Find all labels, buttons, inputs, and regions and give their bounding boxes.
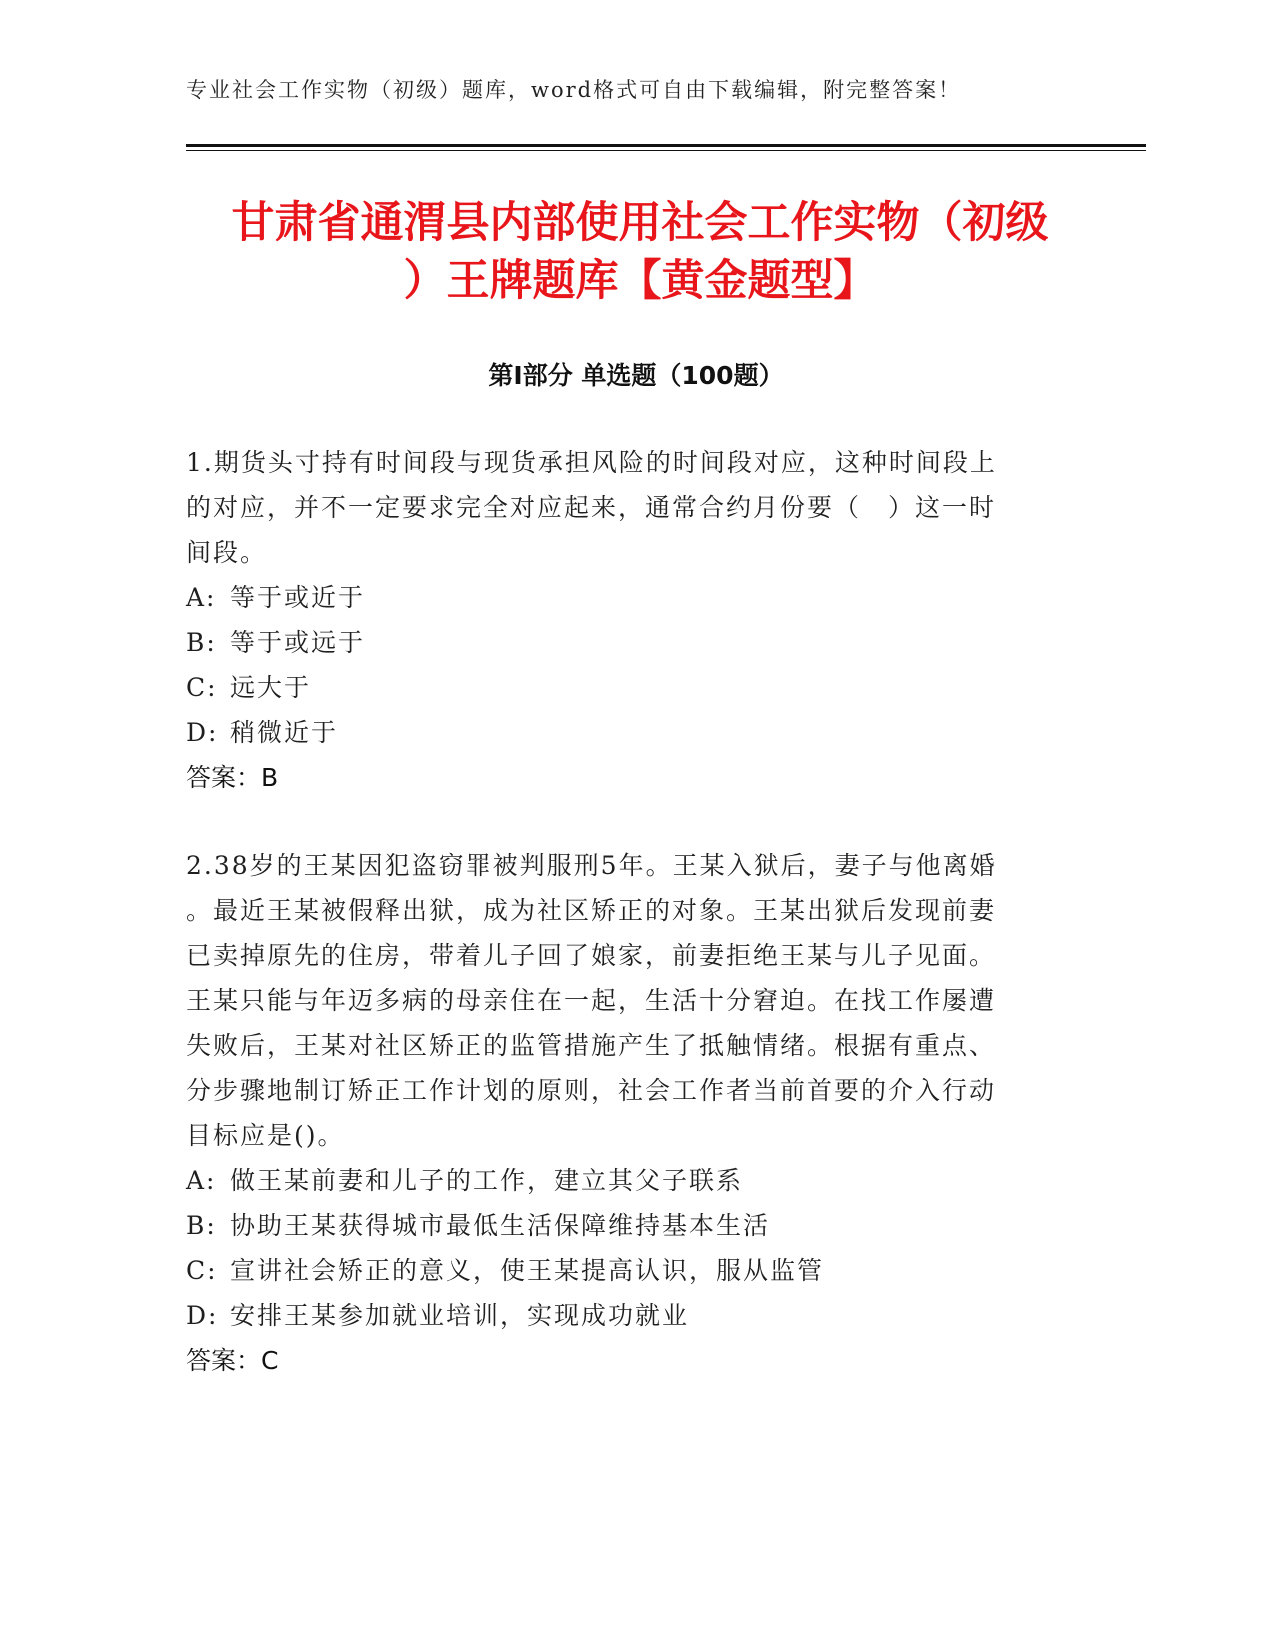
stem-line: 。最近王某被假释出狱，成为社区矫正的对象。王某出狱后发现前妻 bbox=[186, 896, 997, 925]
title-line-1: 甘肃省通渭县内部使用社会工作实物（初级 bbox=[231, 198, 1049, 248]
stem-line: 失败后，王某对社区矫正的监管措施产生了抵触情绪。根据有重点、 bbox=[186, 1031, 997, 1060]
option-a bbox=[186, 575, 1066, 620]
option-c bbox=[186, 1248, 1066, 1293]
option-key: B: bbox=[186, 628, 217, 657]
question-2 bbox=[186, 843, 1066, 1383]
option-list bbox=[186, 1158, 1066, 1338]
question-1 bbox=[186, 440, 1066, 800]
option-list bbox=[186, 575, 1066, 755]
stem-line: 王某只能与年迈多病的母亲住在一起，生活十分窘迫。在找工作屡遭 bbox=[186, 986, 997, 1015]
stem-line: 已卖掉原先的住房，带着儿子回了娘家，前妻拒绝王某与儿子见面。 bbox=[186, 941, 997, 970]
option-key: D: bbox=[186, 1301, 219, 1330]
document-title bbox=[180, 194, 1100, 310]
header-note: 专业社会工作实物（初级）题库，word格式可自由下载编辑，附完整答案！ bbox=[186, 78, 962, 102]
option-text: 远大于 bbox=[230, 673, 312, 702]
stem-line: 的对应，并不一定要求完全对应起来，通常合约月份要（ ）这一时 bbox=[186, 493, 997, 522]
option-text: 安排王某参加就业培训，实现成功就业 bbox=[230, 1301, 690, 1330]
stem-line: 目标应是()。 bbox=[186, 1121, 345, 1150]
option-b bbox=[186, 620, 1066, 665]
stem-line: 2.38岁的王某因犯盗窃罪被判服刑5年。王某入狱后，妻子与他离婚 bbox=[186, 851, 997, 880]
option-text: 稍微近于 bbox=[230, 718, 339, 747]
title-line-2: ）王牌题库【黄金题型】 bbox=[403, 256, 877, 306]
stem-line: 1.期货头寸持有时间段与现货承担风险的时间段对应，这种时间段上 bbox=[186, 448, 997, 477]
option-text: 协助王某获得城市最低生活保障维持基本生活 bbox=[230, 1211, 771, 1240]
answer-line: 答案：B bbox=[186, 763, 279, 792]
header-rule-thin bbox=[186, 150, 1146, 151]
question-stem bbox=[186, 843, 1066, 1158]
option-d bbox=[186, 1293, 1066, 1338]
option-key: A: bbox=[186, 583, 217, 612]
header-rule-thick bbox=[186, 144, 1146, 147]
option-key: C: bbox=[186, 673, 218, 702]
option-c bbox=[186, 665, 1066, 710]
option-key: B: bbox=[186, 1211, 217, 1240]
answer-line: 答案：C bbox=[186, 1346, 279, 1375]
option-text: 等于或远于 bbox=[230, 628, 366, 657]
option-key: D: bbox=[186, 718, 219, 747]
option-b bbox=[186, 1203, 1066, 1248]
option-text: 等于或近于 bbox=[230, 583, 366, 612]
question-stem bbox=[186, 440, 1066, 575]
option-key: C: bbox=[186, 1256, 218, 1285]
option-a bbox=[186, 1158, 1066, 1203]
stem-line: 分步骤地制订矫正工作计划的原则，社会工作者当前首要的介入行动 bbox=[186, 1076, 997, 1105]
option-d bbox=[186, 710, 1066, 755]
option-text: 做王某前妻和儿子的工作，建立其父子联系 bbox=[230, 1166, 744, 1195]
option-key: A: bbox=[186, 1166, 217, 1195]
option-text: 宣讲社会矫正的意义，使王某提高认识，服从监管 bbox=[230, 1256, 825, 1285]
section-heading: 第Ⅰ部分 单选题（100题） bbox=[488, 361, 784, 390]
stem-line: 间段。 bbox=[186, 538, 268, 567]
